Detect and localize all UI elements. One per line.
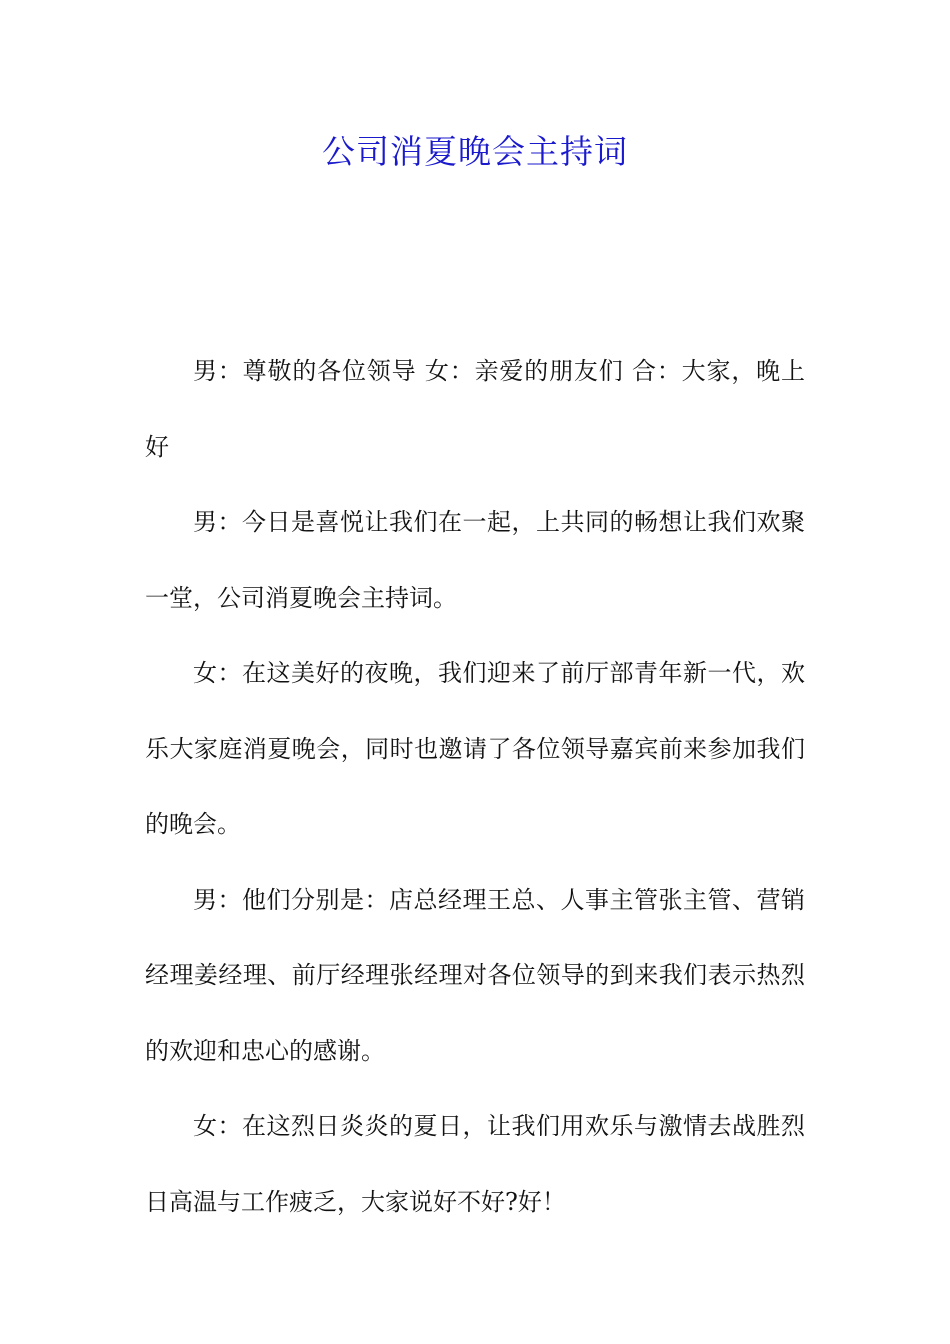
paragraph: 女：在这美好的夜晚，我们迎来了前厅部青年新一代，欢乐大家庭消夏晚会，同时也邀请了各位领导嘉宾前来参加我们的晚会。 [145,659,805,838]
document-title: 公司消夏晚会主持词 [322,132,628,171]
document-body [145,334,805,1240]
paragraph: 女：在这烈日炎炎的夏日，让我们用欢乐与激情去战胜烈日高温与工作疲乏，大家说好不好?好！ [145,1112,805,1216]
paragraph: 男：尊敬的各位领导 女：亲爱的朋友们 合：大家，晚上好 [145,357,805,461]
paragraph: 男：今日是喜悦让我们在一起，上共同的畅想让我们欢聚一堂，公司消夏晚会主持词。 [145,508,805,612]
paragraph: 男：他们分别是：店总经理王总、人事主管张主管、营销经理姜经理、前厅经理张经理对各位领导的到来我们表示热烈的欢迎和忠心的感谢。 [145,885,805,1065]
